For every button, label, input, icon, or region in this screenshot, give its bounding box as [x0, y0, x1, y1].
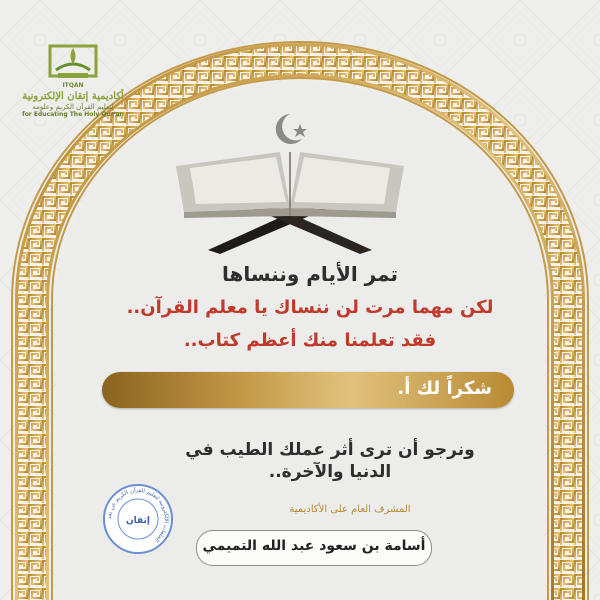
message-line-1: تمر الأيام وننساها — [221, 262, 399, 286]
logo-name: أكاديمية إتقان الإلكترونية — [22, 91, 124, 102]
supervisor-name-box — [196, 530, 432, 566]
seal-center-text: إتقان — [125, 516, 151, 526]
supervisor-name: أسامة بن سعود عبد الله التميمي — [202, 538, 426, 554]
wish-line-2: الدنيا والآخرة.. — [268, 462, 392, 482]
book-emblem-icon — [46, 40, 100, 82]
thanks-ribbon — [102, 372, 514, 408]
message-line-3: فقد تعلمنا منك أعظم كتاب.. — [183, 330, 437, 351]
message-line-2: لكن مهما مرت لن ننساك يا معلم القرآن.. — [126, 297, 494, 318]
seal-ring-text: الحلقات الإلكترونية لتعليم القرآن الكريم عن بعد — [106, 487, 170, 544]
quran-stand-icon — [168, 138, 412, 254]
supervisor-title: المشرف العام على الأكاديمية — [289, 504, 411, 515]
logo-subtitle: لتعليم القرآن الكريم وعلومه — [32, 103, 114, 111]
logo-english: for Educating The Holy Qur'an — [22, 111, 124, 118]
logo-emblem-text: ITQAN — [62, 82, 84, 89]
thanks-text: شكراً لك أ. — [397, 378, 492, 399]
wish-line-1: ونرجو أن ترى أثر عملك الطيب في — [185, 440, 475, 460]
academy-logo — [14, 40, 132, 130]
academy-seal — [102, 483, 174, 555]
